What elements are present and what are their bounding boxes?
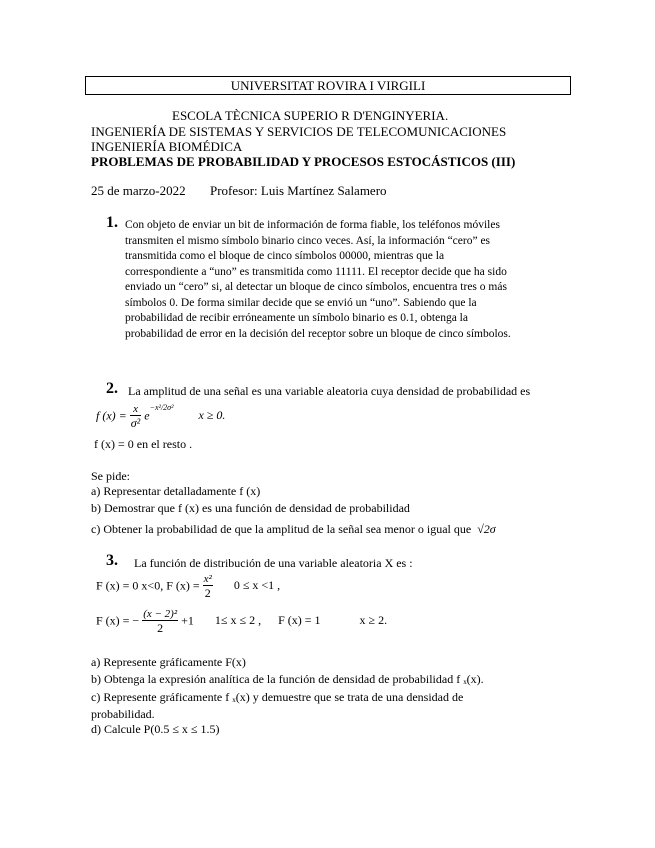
document-title: PROBLEMAS DE PROBABILIDAD Y PROCESOS ESTOCÁSTICOS (III) [91,154,516,169]
problem-1-text [125,218,511,342]
problem-1-line: Con objeto de enviar un bit de información de forma fiable, los teléfonos móviles [125,219,500,231]
problem-1-number: 1. [106,214,118,231]
density-formula [96,404,225,429]
item-c-text: c) Obtener la probabilidad de que la amplitud de la señal sea menor o igual que [91,522,472,536]
exp-exponent: −x²/2σ² [149,403,174,413]
sqrt-expression: √2σ [477,522,496,536]
line2-part-a: F (x) = − [96,613,140,628]
document-date: 25 de marzo-2022 [91,183,186,198]
problem-2-item-b: b) Demostrar que f (x) es una función de densidad de probabilidad [91,501,410,515]
problem-3-item-a: a) Represente gráficamente F(x) [91,655,246,669]
problem-2-intro: La amplitud de una señal es una variable aleatoria cuya densidad de probabilidad es [128,384,531,398]
degree-biomedical: INGENIERÍA BIOMÉDICA [91,139,243,154]
fraction-numerator: x [133,403,138,415]
density-rest: f (x) = 0 en el resto . [94,437,193,451]
problem-2-item-c [91,522,496,537]
problem-1-line: transmitida como el bloque de cinco símbolos 00000, mientras que la [125,250,445,262]
problem-1-line: probabilidad de recibir erróneamente un símbolo binario es 0.1, obtenga la [125,312,468,324]
problem-3-item-b: b) Obtenga la expresión analítica de la función de densidad de probabilidad f ₓ(x). [91,672,484,686]
line1-denominator: 2 [203,585,213,599]
problem-3-item-d: d) Calcule P(0.5 ≤ x ≤ 1.5) [91,722,220,736]
problem-1-line: transmiten el mismo símbolo binario cinco veces. Así, la información “cero” es [125,234,491,247]
university-title-box [85,76,571,95]
problem-1-line: símbolos 0. De forma similar decide que se envió un “uno”. Sabiendo que la [125,296,477,309]
professor-name: Profesor: Luis Martínez Salamero [210,183,387,198]
line1-part-a: F (x) = 0 x<0, F (x) = [96,578,200,593]
university-name: UNIVERSITAT ROVIRA I VIRGILI [230,78,426,93]
distribution-line-2 [96,609,387,634]
line1-numerator: x² [203,573,212,585]
formula-fraction [130,404,142,429]
problem-1-line: correspondiente a “uno” es transmitida como 11111. El receptor decide que ha sido [125,265,507,278]
line2-part-c: 1≤ x ≤ 2 , [214,613,262,628]
distribution-line-1 [96,574,280,599]
line1-part-b: 0 ≤ x <1 , [233,578,281,593]
problem-3-intro: La función de distribución de una variable aleatoria X es : [134,556,413,570]
problem-3-number: 3. [106,552,118,569]
line2-numerator: (x − 2)² [143,608,178,620]
se-pide: Se pide: [91,469,130,483]
problem-2-number: 2. [106,380,118,397]
line1-fraction [203,574,213,599]
problem-1-line: enviado un “cero” si, al detectar un bloque de cinco símbolos, encuentra tres o más [125,281,507,293]
density-condition: x ≥ 0. [198,408,226,423]
problem-3-item-c: c) Represente gráficamente f ₓ(x) y demuestre que se trata de una densidad de [91,690,464,704]
line2-part-e: x ≥ 2. [359,613,388,628]
fraction-denominator: σ² [130,416,141,430]
line2-part-b: +1 [181,613,194,628]
problem-3-item-c-cont: probabilidad. [91,707,155,721]
problem-1-line: probabilidad de error en la decisión del receptor sobre un bloque de cinco símbolos. [125,327,511,340]
exp-base: e [144,408,150,423]
school-name: ESCOLA TÈCNICA SUPERIO R D'ENGINYERIA. [172,108,449,123]
line2-fraction [142,609,178,634]
degree-telecom: INGENIERÍA DE SISTEMAS Y SERVICIOS DE TELECOMUNICACIONES [91,124,507,139]
line2-denominator: 2 [142,620,178,634]
problem-2-item-a: a) Representar detalladamente f (x) [91,484,261,498]
line2-part-d: F (x) = 1 [278,613,321,628]
formula-lhs: f (x) = [96,408,127,423]
